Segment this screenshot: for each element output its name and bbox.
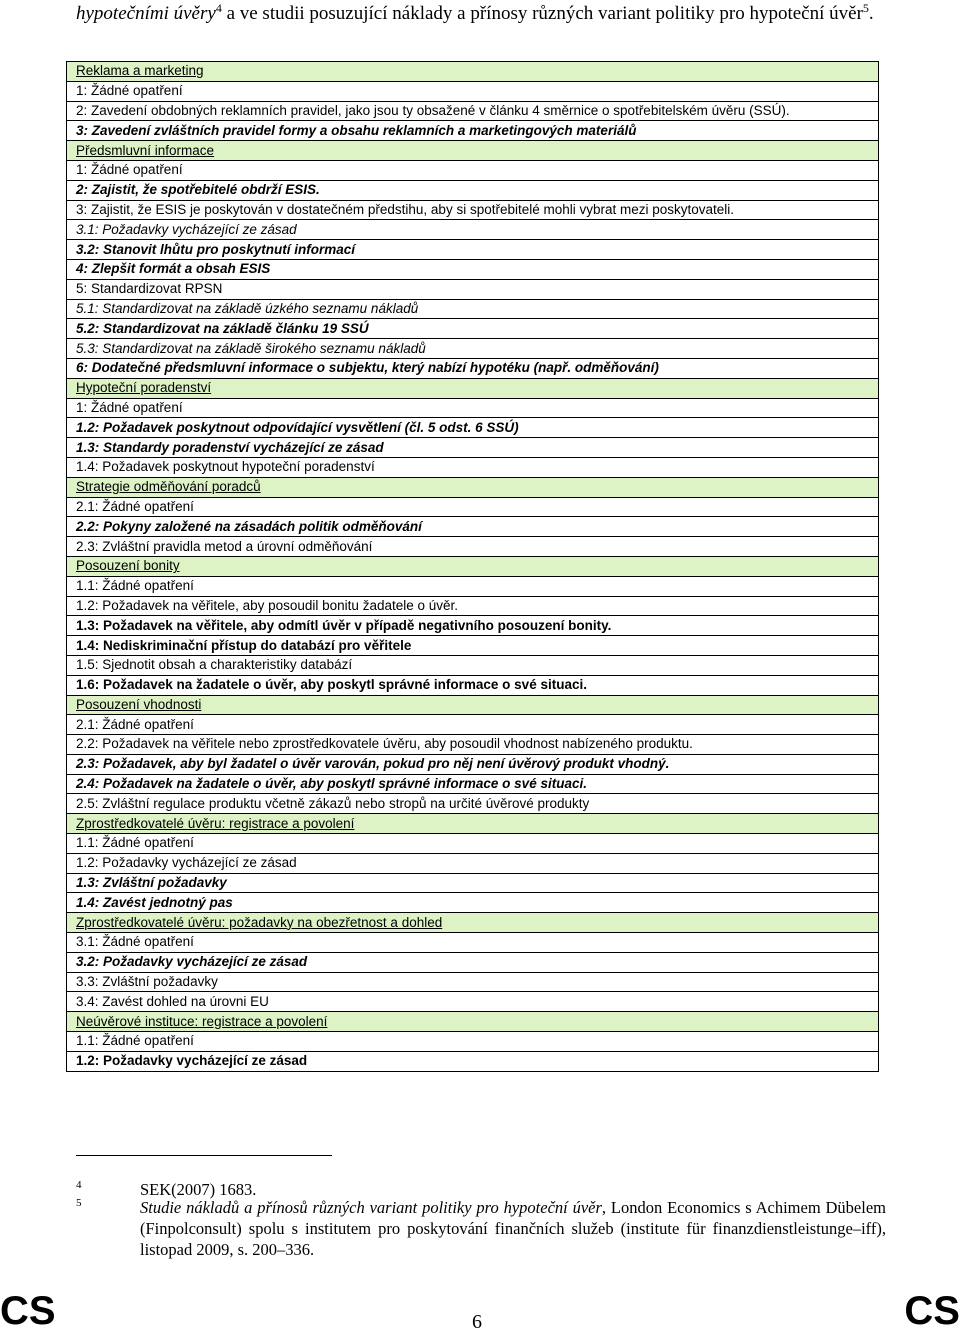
option-row bbox=[67, 715, 879, 735]
section-header-row bbox=[67, 1012, 879, 1032]
option-text: 1.2: Požadavek poskytnout odpovídající vysvětlení (čl. 5 odst. 6 SSÚ) bbox=[67, 418, 879, 438]
option-row bbox=[67, 834, 879, 854]
option-row bbox=[67, 774, 879, 794]
option-text: 1: Žádné opatření bbox=[67, 81, 879, 101]
option-row bbox=[67, 1051, 879, 1071]
footnote-text: SEK(2007) 1683. bbox=[140, 1180, 257, 1199]
section-header-row bbox=[67, 378, 879, 398]
option-text: 1: Žádné opatření bbox=[67, 398, 879, 418]
option-text: 2: Zajistit, že spotřebitelé obdrží ESIS. bbox=[67, 180, 879, 200]
footnote-title: Studie nákladů a přínosů různých variant politiky pro hypoteční úvěr bbox=[140, 1198, 602, 1217]
option-text: 1.3: Požadavek na věřitele, aby odmítl úvěr v případě negativního posouzení bonity. bbox=[67, 616, 879, 636]
option-row bbox=[67, 636, 879, 656]
option-text: 2.2: Požadavek na věřitele nebo zprostředkovatele úvěru, aby posoudil vhodnost nabízeného produktu. bbox=[67, 735, 879, 755]
option-row bbox=[67, 319, 879, 339]
footnote-separator bbox=[76, 1155, 332, 1156]
footer-language-left: CS bbox=[0, 1289, 56, 1333]
option-text: 2.1: Žádné opatření bbox=[67, 497, 879, 517]
option-row bbox=[67, 497, 879, 517]
option-row bbox=[67, 101, 879, 121]
option-row bbox=[67, 517, 879, 537]
option-row bbox=[67, 160, 879, 180]
option-text: 3: Zajistit, že ESIS je poskytován v dostatečném předstihu, aby si spotřebitelé mohli vybrat mezi poskytovateli. bbox=[67, 200, 879, 220]
option-text: 2.2: Pokyny založené na zásadách politik odměňování bbox=[67, 517, 879, 537]
option-row bbox=[67, 972, 879, 992]
option-row bbox=[67, 240, 879, 260]
section-header: Zprostředkovatelé úvěru: registrace a povolení bbox=[67, 814, 879, 834]
section-header: Hypoteční poradenství bbox=[67, 378, 879, 398]
option-text: 1.3: Zvláštní požadavky bbox=[67, 873, 879, 893]
option-row bbox=[67, 200, 879, 220]
section-header-row bbox=[67, 477, 879, 497]
option-row bbox=[67, 299, 879, 319]
option-text: 3.1: Požadavky vycházející ze zásad bbox=[67, 220, 879, 240]
footnote-number: 5 bbox=[76, 1197, 82, 1209]
option-row bbox=[67, 358, 879, 378]
option-text: 3.2: Stanovit lhůtu pro poskytnutí informací bbox=[67, 240, 879, 260]
option-row bbox=[67, 675, 879, 695]
option-text: 1.4: Požadavek poskytnout hypoteční poradenství bbox=[67, 457, 879, 477]
option-row bbox=[67, 655, 879, 675]
option-row bbox=[67, 992, 879, 1012]
footnote-text bbox=[140, 1197, 886, 1260]
option-text: 2.5: Zvláštní regulace produktu včetně zákazů nebo stropů na určité úvěrové produkty bbox=[67, 794, 879, 814]
section-header: Posouzení vhodnosti bbox=[67, 695, 879, 715]
footer-language-right: CS bbox=[904, 1289, 960, 1333]
section-header: Zprostředkovatelé úvěru: požadavky na obezřetnost a dohled bbox=[67, 913, 879, 933]
intro-text-italic: hypotečními úvěry bbox=[76, 3, 216, 24]
option-text: 1.2: Požadavky vycházející ze zásad bbox=[67, 853, 879, 873]
intro-text-end: . bbox=[868, 3, 874, 24]
option-text: 3.4: Zavést dohled na úrovni EU bbox=[67, 992, 879, 1012]
footnote-body: , London Economics s Achimem Dübelem (Finpolconsult) spolu s institutem pro poskytování finančních služeb (institute für finanzdienstleistunge–iff), listopad 2009, s. 200–336. bbox=[140, 1198, 886, 1259]
option-row bbox=[67, 596, 879, 616]
option-text: 5: Standardizovat RPSN bbox=[67, 279, 879, 299]
footnote-number: 4 bbox=[76, 1179, 82, 1191]
section-header-row bbox=[67, 695, 879, 715]
intro-paragraph bbox=[76, 2, 886, 25]
section-header-row bbox=[67, 814, 879, 834]
option-row bbox=[67, 438, 879, 458]
option-text: 1: Žádné opatření bbox=[67, 160, 879, 180]
option-text: 3.2: Požadavky vycházející ze zásad bbox=[67, 952, 879, 972]
option-row bbox=[67, 616, 879, 636]
option-row bbox=[67, 220, 879, 240]
section-header-row bbox=[67, 141, 879, 161]
option-row bbox=[67, 1032, 879, 1052]
option-row bbox=[67, 933, 879, 953]
footnote-ref-5[interactable]: 5 bbox=[862, 1, 869, 15]
option-text: 5.2: Standardizovat na základě článku 19 SSÚ bbox=[67, 319, 879, 339]
option-row bbox=[67, 339, 879, 359]
section-header-row bbox=[67, 62, 879, 82]
option-text: 1.5: Sjednotit obsah a charakteristiky databází bbox=[67, 655, 879, 675]
footnote-ref-4[interactable]: 4 bbox=[215, 1, 222, 15]
section-header: Posouzení bonity bbox=[67, 556, 879, 576]
section-header: Strategie odměňování poradců bbox=[67, 477, 879, 497]
option-row bbox=[67, 537, 879, 557]
option-row bbox=[67, 754, 879, 774]
option-text: 1.3: Standardy poradenství vycházející ze zásad bbox=[67, 438, 879, 458]
option-text: 1.2: Požadavek na věřitele, aby posoudil bonitu žadatele o úvěr. bbox=[67, 596, 879, 616]
section-header-row bbox=[67, 913, 879, 933]
option-row bbox=[67, 398, 879, 418]
page-number: 6 bbox=[472, 1311, 482, 1333]
option-text: 1.4: Zavést jednotný pas bbox=[67, 893, 879, 913]
option-text: 6: Dodatečné předsmluvní informace o subjektu, který nabízí hypotéku (např. odměňování) bbox=[67, 358, 879, 378]
section-header: Neúvěrové instituce: registrace a povolení bbox=[67, 1012, 879, 1032]
option-text: 2.3: Zvláštní pravidla metod a úrovní odměňování bbox=[67, 537, 879, 557]
option-text: 1.1: Žádné opatření bbox=[67, 576, 879, 596]
option-text: 1.4: Nediskriminační přístup do databází pro věřitele bbox=[67, 636, 879, 656]
option-row bbox=[67, 794, 879, 814]
option-row bbox=[67, 735, 879, 755]
option-row bbox=[67, 893, 879, 913]
option-row bbox=[67, 853, 879, 873]
section-header-row bbox=[67, 556, 879, 576]
option-text: 1.2: Požadavky vycházející ze zásad bbox=[67, 1051, 879, 1071]
option-text: 5.1: Standardizovat na základě úzkého seznamu nákladů bbox=[67, 299, 879, 319]
option-row bbox=[67, 873, 879, 893]
option-row bbox=[67, 81, 879, 101]
option-row bbox=[67, 576, 879, 596]
option-text: 2: Zavedení obdobných reklamních pravidel, jako jsou ty obsažené v článku 4 směrnice o spotřebitelském úvěru (SSÚ). bbox=[67, 101, 879, 121]
option-text: 3: Zavedení zvláštních pravidel formy a obsahu reklamních a marketingových materiálů bbox=[67, 121, 879, 141]
option-text: 2.4: Požadavek na žadatele o úvěr, aby poskytl správné informace o své situaci. bbox=[67, 774, 879, 794]
option-text: 1.1: Žádné opatření bbox=[67, 1032, 879, 1052]
option-text: 2.3: Požadavek, aby byl žadatel o úvěr varován, pokud pro něj není úvěrový produkt vhodný. bbox=[67, 754, 879, 774]
option-text: 4: Zlepšit formát a obsah ESIS bbox=[67, 259, 879, 279]
option-row bbox=[67, 180, 879, 200]
option-row bbox=[67, 952, 879, 972]
option-text: 3.1: Žádné opatření bbox=[67, 933, 879, 953]
option-row bbox=[67, 418, 879, 438]
option-row bbox=[67, 279, 879, 299]
policy-options-table bbox=[66, 61, 879, 1072]
option-text: 1.1: Žádné opatření bbox=[67, 834, 879, 854]
option-row bbox=[67, 121, 879, 141]
section-header: Předsmluvní informace bbox=[67, 141, 879, 161]
intro-text: a ve studii posuzující náklady a přínosy různých variant politiky pro hypoteční úvěr bbox=[221, 3, 863, 24]
option-row bbox=[67, 259, 879, 279]
option-row bbox=[67, 457, 879, 477]
section-header: Reklama a marketing bbox=[67, 62, 879, 82]
option-text: 3.3: Zvláštní požadavky bbox=[67, 972, 879, 992]
option-text: 1.6: Požadavek na žadatele o úvěr, aby poskytl správné informace o své situaci. bbox=[67, 675, 879, 695]
option-text: 5.3: Standardizovat na základě širokého seznamu nákladů bbox=[67, 339, 879, 359]
option-text: 2.1: Žádné opatření bbox=[67, 715, 879, 735]
